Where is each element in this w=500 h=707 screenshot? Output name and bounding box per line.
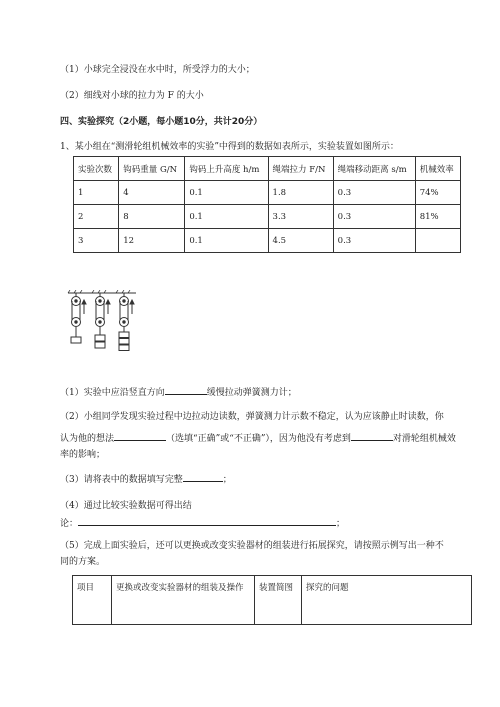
answer-blank[interactable] [165, 385, 207, 395]
table-cell: 1.8 [268, 181, 333, 205]
subquestion-2-line-3: 率的影响； [60, 450, 106, 460]
answer-blank[interactable] [183, 472, 223, 482]
table-cell: 4 [119, 181, 185, 205]
subquestion-4-text-b: ； [336, 519, 346, 529]
question1-intro: 1、某小组在“测滑轮组机械效率的实验”中得到的数据如表所示，实验装置如图所示： [60, 142, 399, 152]
table-header-cell: 绳端拉力 F/N [268, 157, 333, 181]
table-header-row [73, 576, 472, 625]
subquestion-2-text-a: 认为他的想法 [60, 434, 115, 444]
answer-blank[interactable] [114, 431, 166, 441]
answer-blank[interactable] [78, 516, 336, 526]
table-row [74, 205, 461, 229]
table-cell: 1 [74, 181, 119, 205]
subquestion-4-text-a: 论： [60, 519, 79, 529]
table-header-cell: 钩码上升高度 h/m [185, 157, 268, 181]
section-title: 四、实验探究（2小题，每小题10分，共计20分） [60, 117, 263, 127]
subquestion-1-text-b: 缓慢拉动弹簧测力计； [206, 388, 297, 398]
table-cell: 4.5 [268, 229, 333, 253]
subquestion-2-line-2 [60, 431, 456, 445]
table-header-cell: 机械效率 [415, 157, 460, 181]
table-cell: 74% [415, 181, 460, 205]
subquestion-4-line-2 [60, 516, 345, 530]
table-row [74, 229, 461, 253]
question-line-1: （1）小球完全浸没在水中时，所受浮力的大小； [60, 65, 255, 75]
table-cell: 8 [119, 205, 185, 229]
subquestion-5-line-1: （5）完成上面实验后，还可以更换或改变实验器材的组装进行拓展探究，请按照示例写出一种不 [60, 541, 444, 551]
subquestion-3-text-a: （3）请将表中的数据填写完整 [60, 475, 183, 485]
question-line-2: （2）细线对小球的拉力为 F 的大小 [60, 91, 204, 101]
table-row [74, 181, 461, 205]
subquestion-5-line-2: 同的方案。 [60, 557, 106, 567]
table-header-cell: 绳端移动距离 s/m [333, 157, 415, 181]
table-header-cell: 钩码重量 G/N [119, 157, 185, 181]
subquestion-3-text-b: ； [222, 475, 232, 485]
subquestion-2-text-c: 对滑轮组机械效 [392, 434, 456, 444]
table-cell: 3.3 [268, 205, 333, 229]
answer-blank[interactable] [351, 431, 393, 441]
table-cell: 0.3 [333, 181, 415, 205]
table-cell: 0.1 [185, 181, 268, 205]
table-cell: 0.3 [333, 205, 415, 229]
subquestion-3 [60, 472, 232, 486]
table-header-cell: 更换或改变实验器材的组装及操作 [112, 576, 255, 625]
table-cell: 0.1 [185, 205, 268, 229]
table-cell: 81% [415, 205, 460, 229]
table-cell [415, 229, 460, 253]
table-header-cell: 探究的问题 [302, 576, 472, 625]
table-header-cell: 装置简图 [255, 576, 302, 625]
subquestion-2-text-b: （选填“正确”或“不正确”），因为他没有考虑到 [166, 434, 351, 444]
data-table [73, 156, 461, 253]
table-cell: 12 [119, 229, 185, 253]
table-header-cell: 实验次数 [74, 157, 119, 181]
pulley-apparatus-figure [66, 290, 142, 352]
subquestion-1-text-a: （1）实验中应沿竖直方向 [60, 388, 165, 398]
table-cell: 2 [74, 205, 119, 229]
table-header-row [74, 157, 461, 181]
table-header-cell: 项目 [73, 576, 112, 625]
subquestion-1 [60, 385, 297, 399]
subquestion-4-line-1: （4）通过比较实验数据可得出结 [60, 501, 192, 511]
table-cell: 3 [74, 229, 119, 253]
table-cell: 0.1 [185, 229, 268, 253]
table-cell: 0.3 [333, 229, 415, 253]
subquestion-2-line-1: （2）小组同学发现实验过程中边拉动边读数，弹簧测力计示数不稳定，认为应该静止时读数，你 [60, 412, 444, 422]
plan-table [72, 575, 472, 625]
